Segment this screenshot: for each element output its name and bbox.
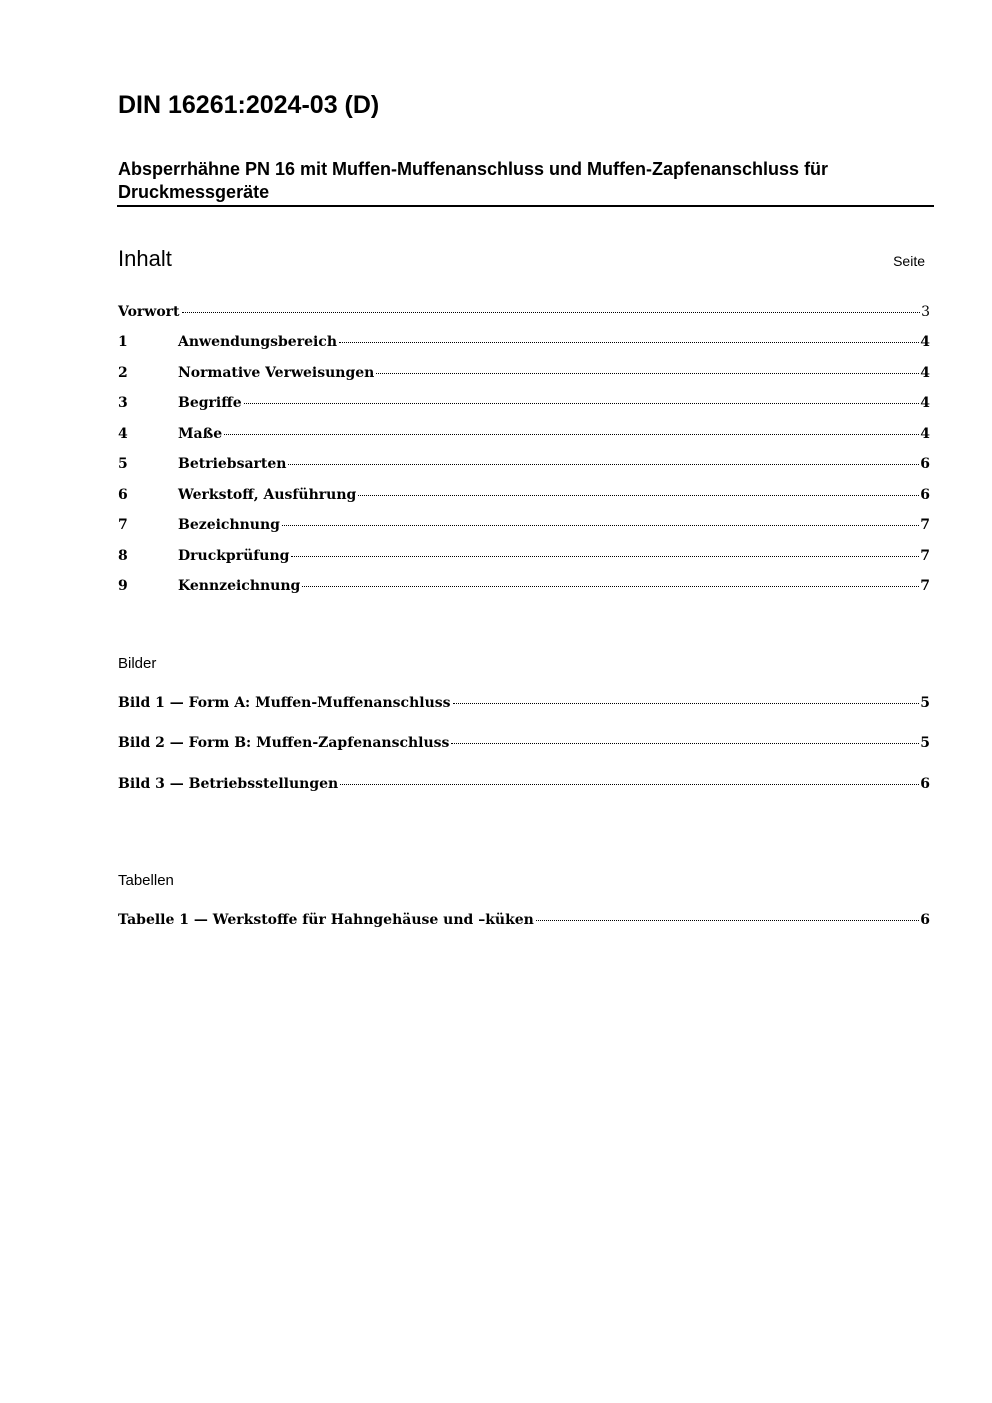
toc-entry-1[interactable] [118, 331, 930, 353]
toc-entry-number: 8 [118, 548, 128, 564]
toc-entry-2[interactable] [118, 362, 930, 384]
toc-entry-text: Druckprüfung [178, 548, 290, 564]
toc-entry-text: Bild 2 — Form B: Muffen-Zapfenanschluss [118, 735, 450, 751]
toc-entry-text: Tabelle 1 — Werkstoffe für Hahngehäuse und –küken [118, 912, 534, 928]
title-underline [117, 205, 934, 207]
toc-entry-number: 5 [118, 456, 128, 472]
toc-entry-3[interactable] [118, 392, 930, 414]
toc-leader-dots [244, 403, 920, 404]
toc-entry-page: 7 [920, 578, 930, 594]
toc-entry-number: 3 [118, 395, 128, 411]
toc-entry-8[interactable] [118, 545, 930, 567]
page-column-label: Seite [893, 253, 925, 269]
toc-entry-page: 4 [920, 365, 930, 381]
toc-entry-page: 3 [921, 304, 930, 320]
toc-leader-dots [536, 920, 919, 921]
toc-entry-page: 5 [920, 735, 930, 751]
toc-leader-dots [291, 556, 919, 557]
toc-leader-dots [224, 434, 919, 435]
toc-entry-number: 1 [118, 334, 128, 350]
toc-entry-page: 6 [920, 456, 930, 472]
toc-entry-number: 7 [118, 517, 128, 533]
toc-leader-dots [339, 342, 919, 343]
tables-heading: Tabellen [118, 872, 174, 889]
toc-entry-text: Vorwort [118, 304, 180, 320]
toc-heading: Inhalt [118, 246, 172, 271]
toc-entry-page: 5 [920, 695, 930, 711]
toc-figure-2[interactable] [118, 732, 930, 754]
toc-leader-dots [282, 525, 919, 526]
toc-entry-number: 6 [118, 487, 128, 503]
toc-entry-text: Kennzeichnung [178, 578, 301, 594]
toc-entry-text: Bezeichnung [178, 517, 280, 533]
toc-entry-text: Anwendungsbereich [178, 334, 337, 350]
toc-entry-number: 4 [118, 426, 128, 442]
toc-entry-text: Bild 3 — Betriebsstellungen [118, 776, 339, 792]
toc-entry-text: Begriffe [178, 395, 242, 411]
toc-entry-page: 6 [920, 776, 930, 792]
toc-leader-dots [453, 703, 920, 704]
toc-entry-page: 4 [920, 334, 930, 350]
toc-leader-dots [288, 464, 919, 465]
toc-entry-page: 4 [920, 395, 930, 411]
toc-leader-dots [358, 495, 919, 496]
toc-entry-page: 6 [920, 487, 930, 503]
document-id: DIN 16261:2024-03 (D) [118, 91, 380, 119]
toc-leader-dots [376, 373, 919, 374]
toc-entry-number: 2 [118, 365, 128, 381]
toc-figure-1[interactable] [118, 692, 930, 714]
toc-leader-dots [182, 312, 921, 313]
toc-entry-number: 9 [118, 578, 128, 594]
toc-entry-4[interactable] [118, 423, 930, 445]
toc-entry-page: 4 [920, 426, 930, 442]
toc-figure-3[interactable] [118, 773, 930, 795]
toc-entry-9[interactable] [118, 575, 930, 597]
toc-entry-6[interactable] [118, 484, 930, 506]
toc-entry-5[interactable] [118, 453, 930, 475]
toc-entry-text: Werkstoff, Ausführung [178, 487, 357, 503]
toc-entry-vorwort[interactable] [118, 301, 930, 323]
toc-entry-page: 6 [920, 912, 930, 928]
toc-leader-dots [451, 743, 919, 744]
toc-entry-text: Maße [178, 426, 223, 442]
toc-entry-text: Normative Verweisungen [178, 365, 375, 381]
toc-leader-dots [340, 784, 919, 785]
document-title: Absperrhähne PN 16 mit Muffen-Muffenanschluss und Muffen-Zapfenanschluss für Druckmessgeräte [118, 159, 829, 202]
toc-entry-page: 7 [920, 517, 930, 533]
toc-entry-text: Betriebsarten [178, 456, 287, 472]
toc-entry-page: 7 [920, 548, 930, 564]
toc-entry-text: Bild 1 — Form A: Muffen-Muffenanschluss [118, 695, 451, 711]
toc-table-1[interactable] [118, 909, 930, 931]
toc-entry-7[interactable] [118, 514, 930, 536]
figures-heading: Bilder [118, 655, 157, 672]
toc-leader-dots [302, 586, 919, 587]
